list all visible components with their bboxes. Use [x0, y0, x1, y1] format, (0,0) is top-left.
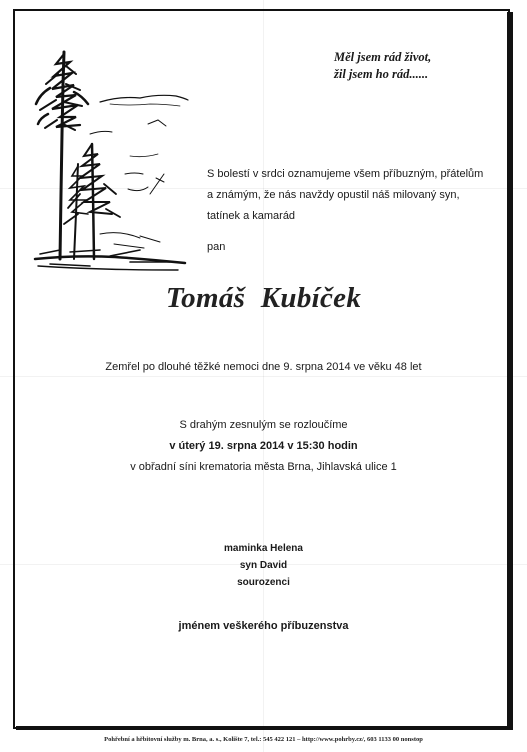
title-prefix: pan — [207, 241, 226, 253]
ceremony-info — [0, 415, 527, 478]
deceased-name: Tomáš Kubíček — [165, 282, 362, 314]
pine-trees-sketch-icon — [30, 44, 190, 274]
motto-line: žil jsem ho rád...... — [334, 67, 429, 81]
ceremony-datetime: v úterý 19. srpna 2014 v 15:30 hodin — [169, 440, 358, 452]
mourner: maminka Helena — [224, 543, 303, 554]
announcement-text — [207, 164, 507, 227]
mourner: syn David — [239, 560, 288, 571]
motto-line: Měl jsem rád život, — [334, 50, 432, 64]
ceremony-intro: S drahým zesnulým se rozloučíme — [179, 419, 348, 431]
announcement-line: S bolestí v srdci oznamujeme všem příbuzným, přátelům — [207, 168, 484, 180]
death-info: Zemřel po dlouhé těžké nemoci dne 9. srpna 2014 ve věku 48 let — [105, 361, 422, 373]
motto — [334, 49, 504, 83]
funeral-service-footer: Pohřební a hřbitovní služby m. Brna, a. s., Kolište 7, tel.: 545 422 121 – http://www.pohrby.cz/, 603 1133 00 nonstop — [104, 736, 423, 743]
ceremony-place: v obřadní síni krematoria města Brna, Jihlavská ulice 1 — [130, 461, 397, 473]
mourners-list — [0, 540, 527, 591]
announcement-line: tatínek a kamarád — [207, 210, 296, 222]
announcement-line: a známým, že nás navždy opustil náš milovaný syn, — [207, 189, 460, 201]
mourning-border-shadow-bottom — [16, 726, 513, 730]
family-line: jménem veškerého příbuzenstva — [178, 620, 349, 632]
mourner: sourozenci — [237, 577, 290, 588]
